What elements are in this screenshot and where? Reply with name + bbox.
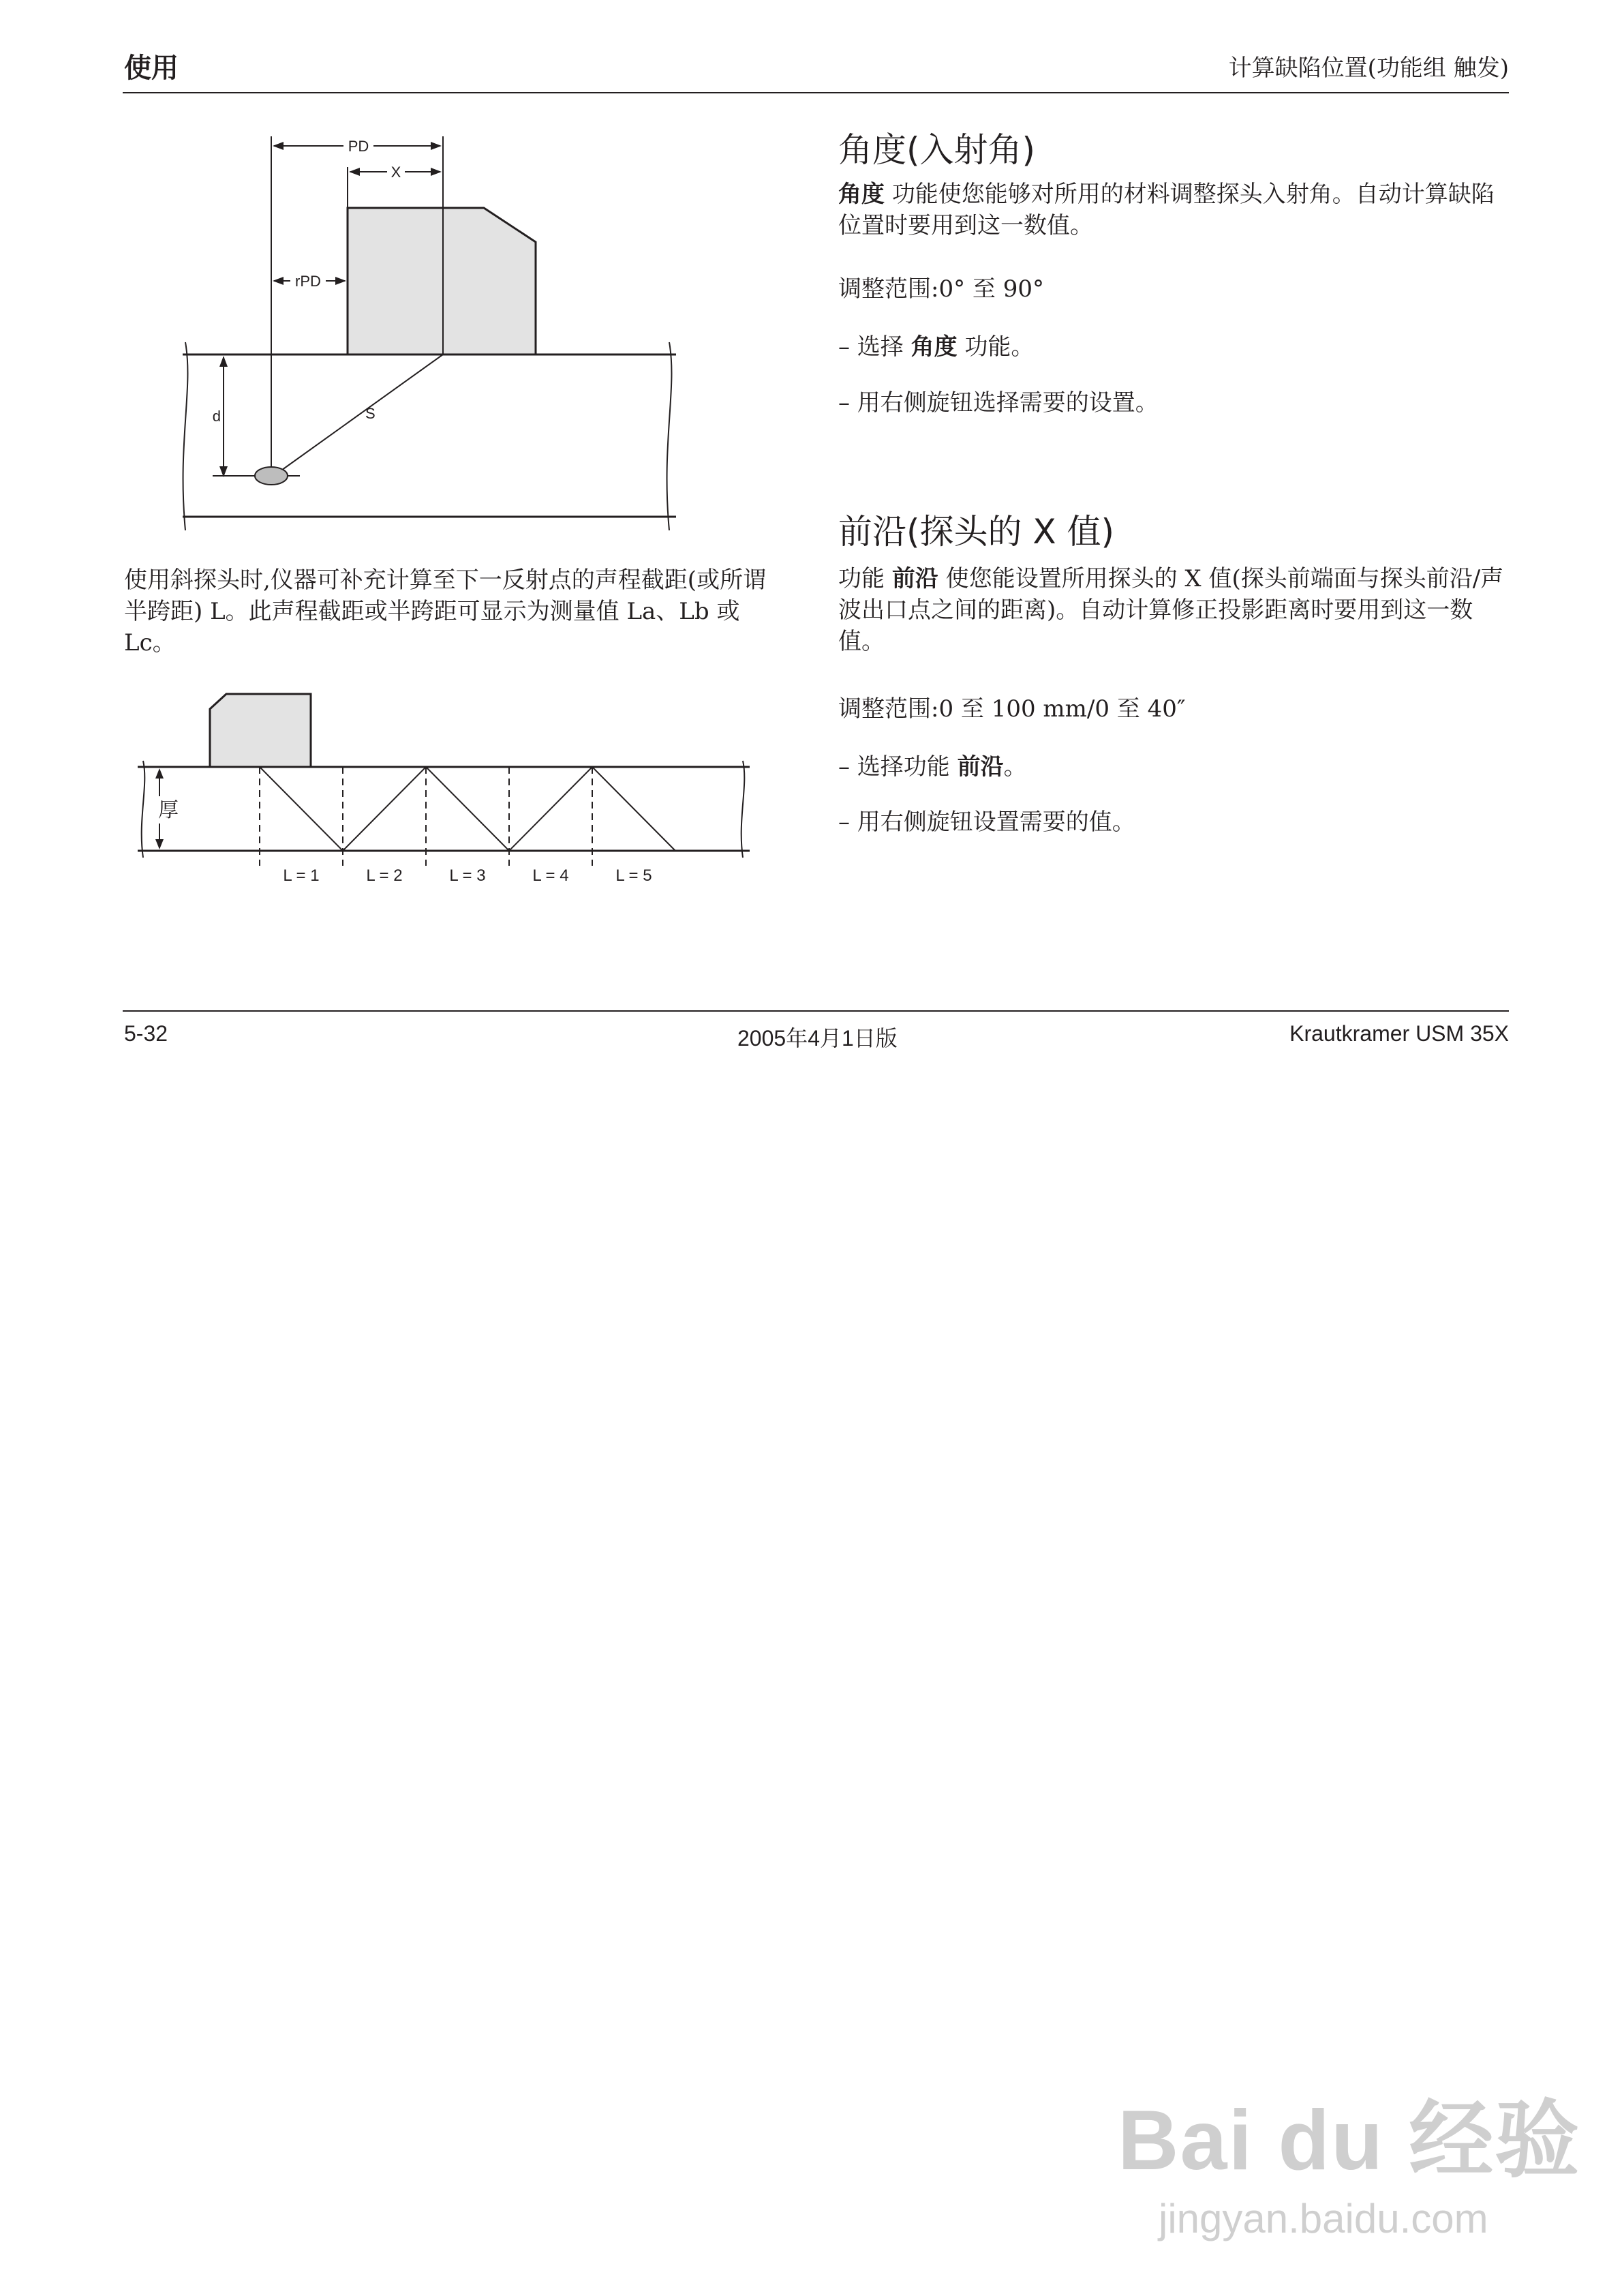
probe-geometry-diagram bbox=[164, 130, 709, 539]
angle-heading: 角度(入射角) bbox=[838, 130, 1036, 170]
watermark-logo: Bai du 经验 bbox=[1118, 2094, 1581, 2188]
angle-intro: 角度 功能使您能够对所用的材料调整探头入射角。自动计算缺陷位置时要用到这一数值。 bbox=[838, 181, 1495, 239]
xvalue-heading: 前沿(探头的 X 值) bbox=[838, 512, 1115, 552]
thickness-label: 厚 bbox=[158, 798, 179, 822]
x-label: X bbox=[391, 164, 401, 181]
skip-label-3: L = 3 bbox=[449, 866, 486, 885]
probe-shape bbox=[210, 694, 311, 767]
header-rule bbox=[123, 92, 1509, 93]
watermark-url: jingyan.baidu.com bbox=[1159, 2196, 1488, 2241]
xvalue-function-name: 前沿 bbox=[891, 565, 938, 592]
angle-step-1: – 选择 角度 功能。 bbox=[838, 333, 1035, 361]
section-title: 使用 bbox=[124, 52, 179, 84]
s-label: S bbox=[365, 405, 376, 422]
angle-function-name: 角度 bbox=[838, 181, 885, 208]
d-label: d bbox=[212, 408, 221, 425]
chapter-title: 计算缺陷位置(功能组 触发) bbox=[1228, 55, 1509, 82]
skip-distance-diagram bbox=[129, 690, 756, 894]
rpd-label: rPD bbox=[295, 273, 321, 290]
skip-label-5: L = 5 bbox=[615, 866, 652, 885]
break-line-left bbox=[183, 342, 188, 530]
probe-shape bbox=[348, 208, 536, 354]
edition-date: 2005年4月1日版 bbox=[737, 1026, 898, 1051]
xvalue-range: 调整范围:0 至 100 mm/0 至 40″ bbox=[838, 695, 1186, 723]
xvalue-step-1: – 选择功能 前沿。 bbox=[838, 753, 1027, 781]
skip-label-4: L = 4 bbox=[532, 866, 569, 885]
baidu-watermark bbox=[1118, 2072, 1595, 2277]
xvalue-step-2: – 用右侧旋钮设置需要的值。 bbox=[838, 809, 1135, 836]
break-line-right bbox=[667, 342, 672, 530]
product-name: Krautkramer USM 35X bbox=[1289, 1021, 1509, 1046]
beam-path bbox=[260, 767, 675, 851]
skip-label-2: L = 2 bbox=[366, 866, 403, 885]
skip-label-1: L = 1 bbox=[283, 866, 320, 885]
angle-range: 调整范围:0° 至 90° bbox=[838, 275, 1044, 303]
skip-distance-description: 使用斜探头时,仪器可补充计算至下一反射点的声程截距(或所谓半跨距) L。此声程截距或半跨距可显示为测量值 La、Lb 或 Lc。 bbox=[124, 567, 767, 656]
footer-rule bbox=[123, 1010, 1509, 1012]
flaw-reflector bbox=[255, 467, 288, 485]
page-number: 5-32 bbox=[124, 1021, 168, 1046]
angle-step-2: – 用右侧旋钮选择需要的设置。 bbox=[838, 389, 1159, 417]
pd-label: PD bbox=[348, 138, 369, 155]
xvalue-intro: 功能 前沿 使您能设置所用探头的 X 值(探头前端面与探头前沿/声波出口点之间的距离)。自动计算修正投影距离时要用到这一数值。 bbox=[838, 565, 1504, 655]
